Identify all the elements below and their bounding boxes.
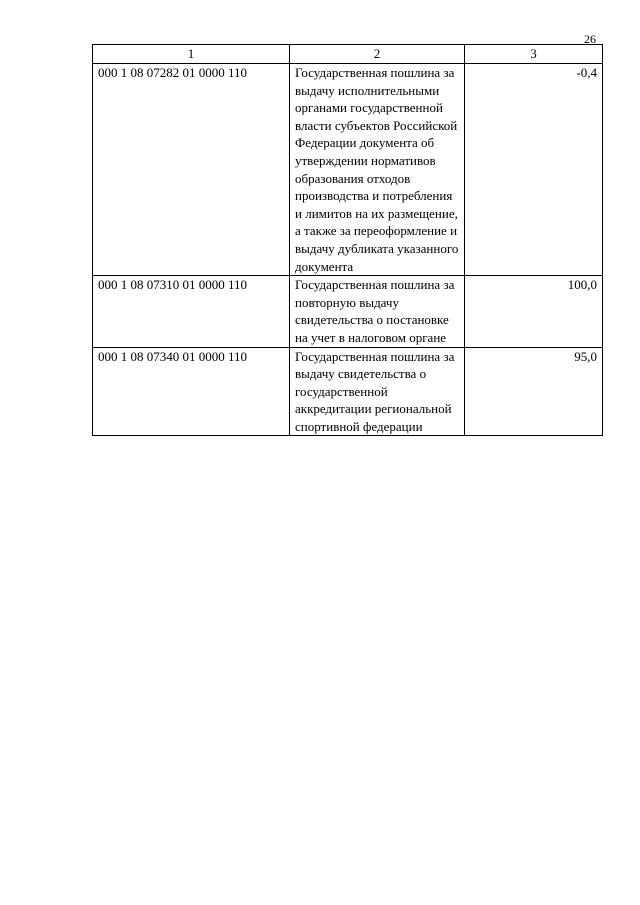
table-row (93, 347, 603, 436)
row-code: 000 1 08 07310 01 0000 110 (93, 276, 290, 347)
row-value: 100,0 (465, 276, 603, 347)
row-name: Государственная пошлина за повторную выдачу свидетельства о постановке на учет в налоговом органе (290, 276, 465, 347)
row-value: -0,4 (465, 64, 603, 276)
page-number: 26 (584, 32, 596, 46)
row-code: 000 1 08 07282 01 0000 110 (93, 64, 290, 276)
table-row (93, 64, 603, 276)
column-header-code: 1 (93, 45, 290, 64)
budget-revenue-table (92, 44, 603, 436)
row-name: Государственная пошлина за выдачу исполнительными органами государственной власти субъектов Российской Федерации документа об утверждении нормативов образования отходов производства и потребления и лимитов на их размещение, а также за переоформление и выдачу дубликата указанного документа (290, 64, 465, 276)
row-value: 95,0 (465, 347, 603, 436)
column-header-value: 3 (465, 45, 603, 64)
row-name: Государственная пошлина за выдачу свидетельства о государственной аккредитации региональной спортивной федерации (290, 347, 465, 436)
column-header-name: 2 (290, 45, 465, 64)
table-header-row (93, 45, 603, 64)
row-code: 000 1 08 07340 01 0000 110 (93, 347, 290, 436)
table-row (93, 276, 603, 347)
